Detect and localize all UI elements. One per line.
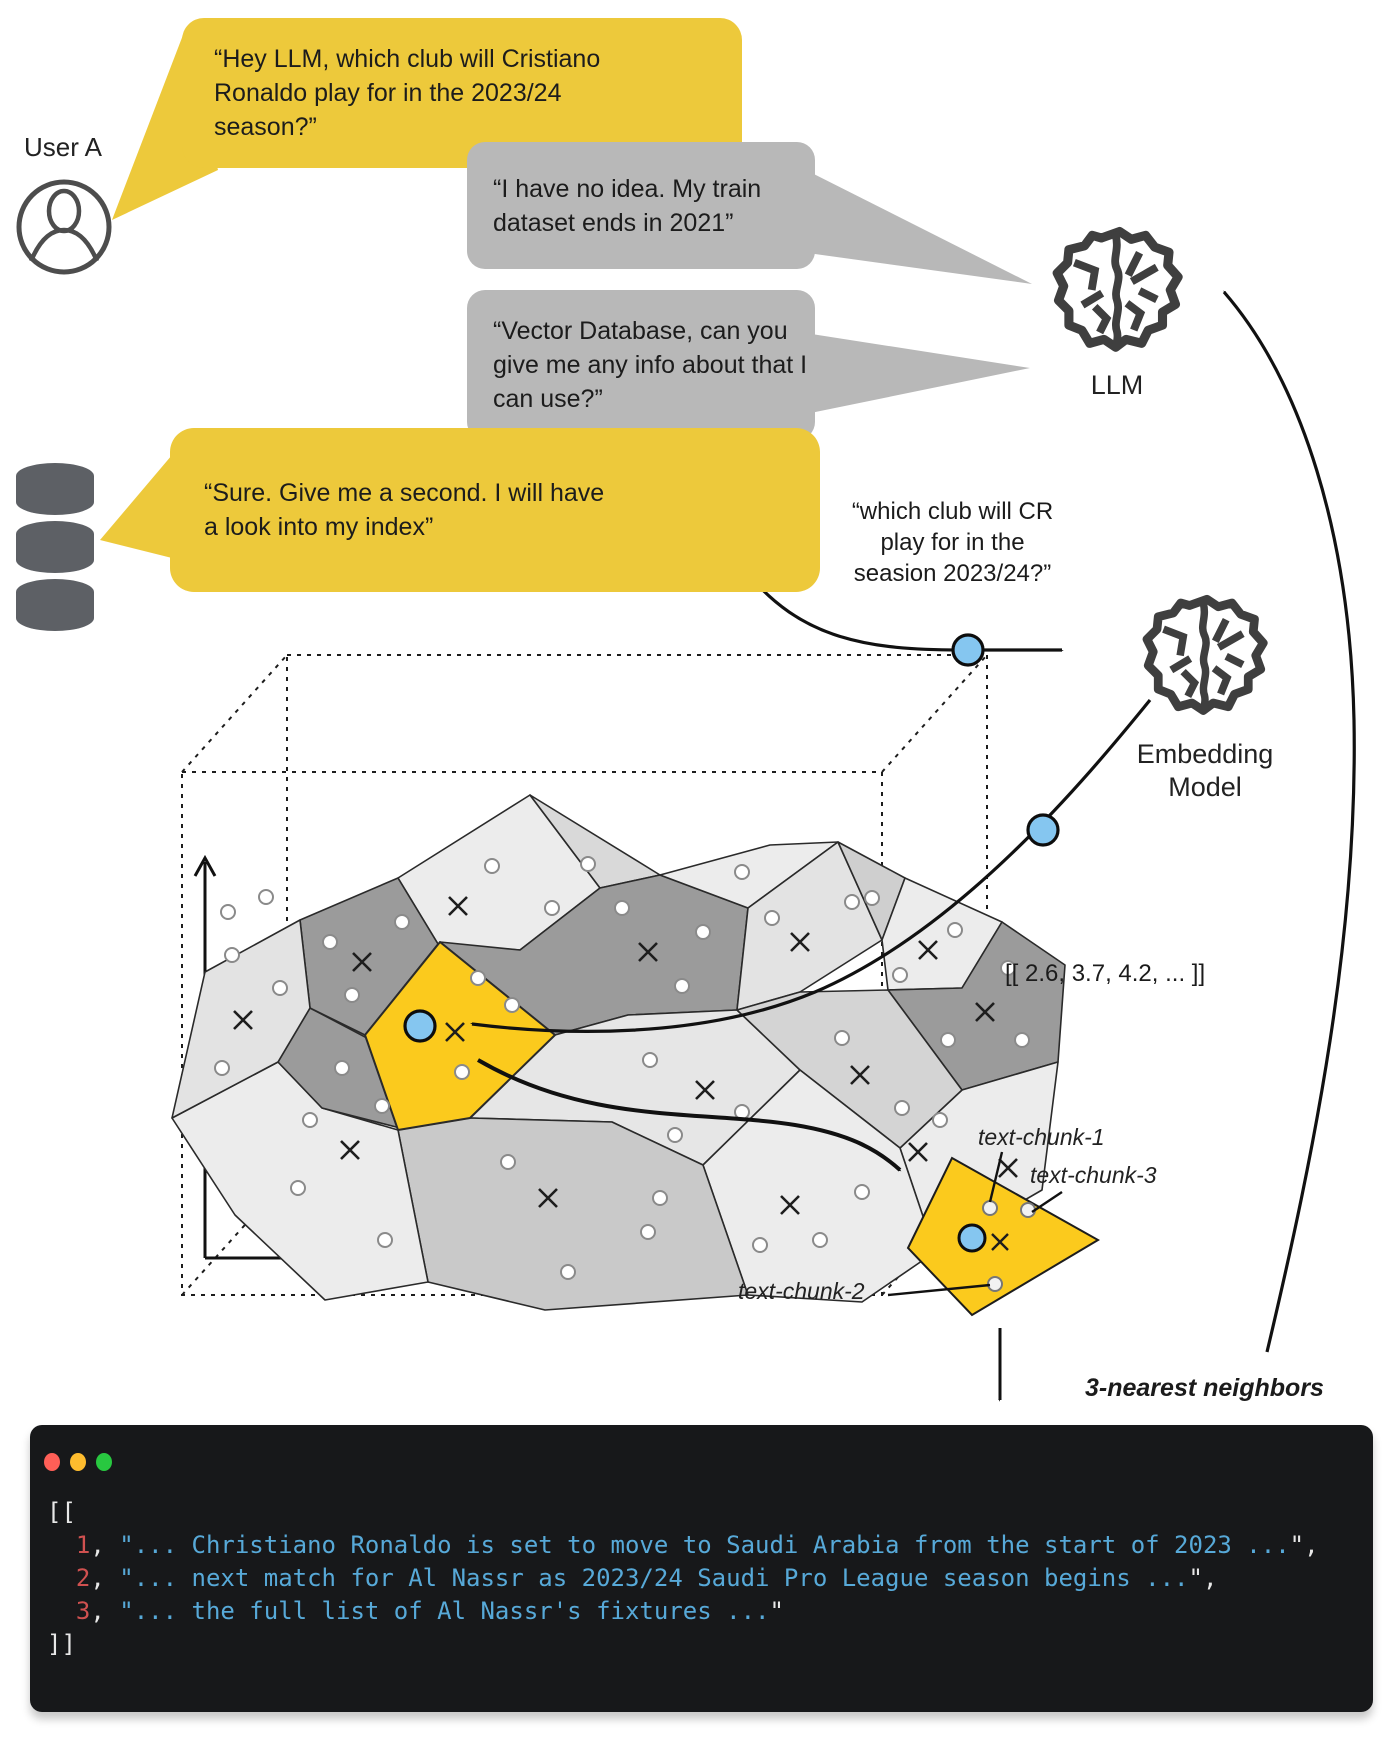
llm-label: LLM [1090, 370, 1144, 400]
text-chunk-dot [988, 1277, 1002, 1291]
terminal-traffic-lights [44, 1453, 112, 1471]
result-index: 3 [75, 1597, 91, 1625]
nearest-neighbors-label: 3-nearest neighbors [1085, 1374, 1324, 1402]
result-index: 2 [75, 1564, 91, 1592]
text-chunk-dot [983, 1201, 997, 1215]
query-vector-dot [953, 635, 983, 665]
query-point-dot [405, 1011, 435, 1041]
bubble-line: Ronaldo play for in the 2023/24 [214, 79, 562, 107]
vector-values-text: [[ 2.6, 3.7, 4.2, ... ]] [1005, 960, 1206, 987]
bubble-line: “Vector Database, can you [493, 317, 788, 345]
code-open-bracket: [[ [47, 1498, 76, 1526]
embedded-vector-dot [1028, 815, 1058, 845]
bubble-line: can use?” [493, 385, 603, 413]
embedding-model-label: Embedding Model [1136, 739, 1274, 802]
user-avatar-icon [19, 182, 109, 272]
text-chunk-3-label: text-chunk-3 [1030, 1162, 1157, 1188]
results-to-llm-arrow [1224, 292, 1354, 1352]
bubble-line: season?” [214, 113, 317, 141]
result-text: "... Christiano Ronaldo is set to move to Saudi Arabia from the start of 2023 ... [119, 1531, 1290, 1559]
embedding-brain-icon [1147, 599, 1263, 710]
llm-request-bubble [467, 290, 815, 440]
minimize-icon [70, 1453, 86, 1471]
bubble-line: dataset ends in 2021” [493, 208, 734, 237]
user-label: User A [24, 132, 103, 162]
query-point-dot [959, 1225, 985, 1251]
llm-brain-icon [1057, 232, 1178, 348]
bubble-tail [786, 330, 1030, 418]
bubble-tail [786, 160, 1032, 284]
database-icon [16, 463, 94, 631]
result-text: "... the full list of Al Nassr's fixtures ... [119, 1597, 770, 1625]
result-text: "... next match for Al Nassr as 2023/24 Saudi Pro League season begins ... [119, 1564, 1189, 1592]
bubble-line: a look into my index” [204, 513, 434, 541]
result-index: 1 [75, 1531, 91, 1559]
bubble-line: “Sure. Give me a second. I will have [204, 479, 605, 507]
code-close-bracket: ]] [47, 1630, 76, 1658]
text-chunk-2-label: text-chunk-2 [738, 1278, 865, 1304]
text-chunk-1-label: text-chunk-1 [978, 1124, 1105, 1150]
bubble-line: “Hey LLM, which club will Cristiano [214, 45, 601, 73]
terminal-code: [[ 1, "... Christiano Ronaldo is set to move to Saudi Arabia from the start of 2023 ...", 2, "... next match for Al Nassr as 2023/24 Saudi Pro League season begins ...", 3, "... the full list of Al Nassr's fixtures ..." ]] [47, 1498, 1319, 1658]
query-text: “which club will CR play for in the seasion 2023/24?” [851, 498, 1054, 587]
bubble-line: “I have no idea. My train [493, 174, 762, 203]
llm-answer-bubble [467, 142, 815, 269]
close-icon [44, 1453, 60, 1471]
bubble-line: give me any info about that I [493, 351, 808, 379]
database-reply-bubble [170, 428, 820, 592]
maximize-icon [96, 1453, 112, 1471]
bubble-tail [100, 455, 172, 558]
